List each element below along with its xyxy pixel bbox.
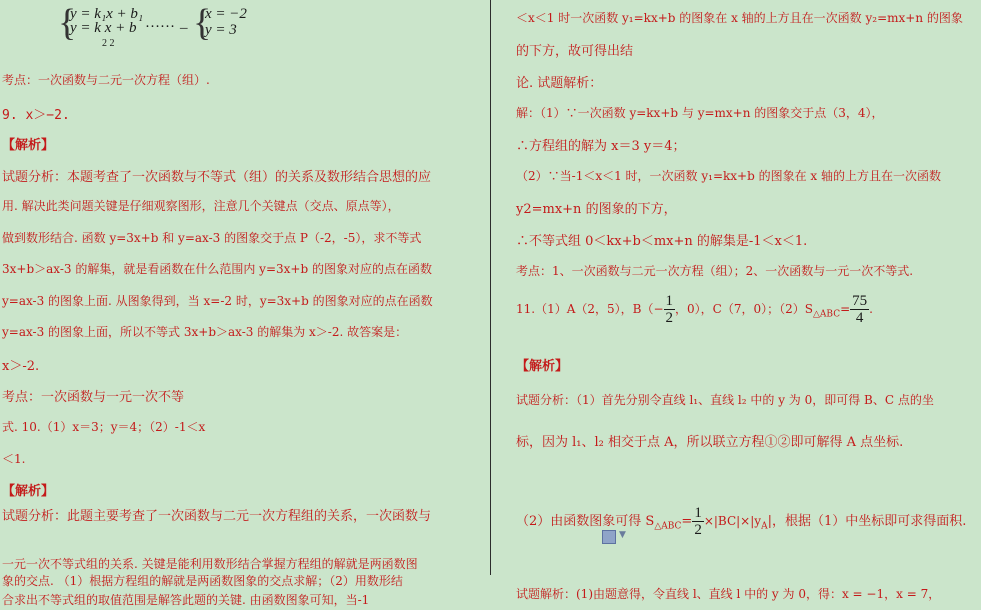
system-brace-right: { xyxy=(193,2,212,44)
system-dots: …… xyxy=(145,15,175,31)
analysis-line: 标，因为 l₁、l₂ 相交于点 A，所以联立方程①②即可解得 A 点坐标. xyxy=(516,435,904,450)
analysis-line: 一元一次不等式组的关系. 关键是能利用数形结合掌握方程组的解就是两函数图 xyxy=(2,557,418,571)
analysis-line: 的下方，故可得出结 xyxy=(516,44,634,59)
solution-line: （2）∵当-1＜x＜1 时，一次函数 y₁=kx+b 的图象在 x 轴的上方且在一次函数 xyxy=(516,169,941,183)
kaodian-line: 考点：1、一次函数与二元一次方程（组）；2、一次函数与一元一次不等式. xyxy=(516,264,914,278)
answer-11-part-b: ，0），C（7，0）；（2）S xyxy=(675,302,813,316)
period: . xyxy=(869,302,873,316)
fraction-one-half xyxy=(692,505,704,538)
analysis-line-area xyxy=(516,505,966,538)
fraction-one-half xyxy=(664,293,676,326)
area-part-b: ×|BC|×|y xyxy=(703,514,762,528)
kaodian-line: 考点：一次函数与二元一次方程（组）. xyxy=(2,73,210,87)
right-column xyxy=(494,0,981,610)
area-part-c: |，根据（1）中坐标即可求得面积. xyxy=(767,514,967,529)
solution-line: 试题解析：(1)由题意得，令直线 l、直线 l 中的 y 为 0，得：x = −1，x = 7， xyxy=(516,587,941,601)
equals-sign: = xyxy=(681,514,693,529)
fraction-numerator: 1 xyxy=(665,293,674,309)
answer-11-part-a: 11.（1）A（2，5），B（ xyxy=(516,302,654,316)
minus-sign: − xyxy=(653,302,664,316)
point-a-subscript: A xyxy=(761,521,768,532)
analysis-line: 3x+b＞ax-3 的解集，就是看函数在什么范围内 y=3x+b 的图象对应的点在函数 xyxy=(2,262,432,276)
system-equation-1: y = k₁x + b₁ xyxy=(70,6,144,22)
system-equation-2: y = k x + b xyxy=(70,20,137,36)
answer-9: 9. x＞−2. xyxy=(2,108,70,123)
fraction-75-4 xyxy=(850,293,869,326)
system-subscripts: 2 2 xyxy=(102,38,115,49)
jiexi-heading: 【解析】 xyxy=(2,484,55,499)
answer-10-cont: ＜1. xyxy=(2,452,26,466)
analysis-line: 用. 解决此类问题关键是仔细观察图形，注意几个关键点（交点、原点等）， xyxy=(2,199,400,213)
analysis-line: 象的交点. （1）根据方程组的解就是两函数图象的交点求解；（2）用数形结 xyxy=(2,574,403,588)
analysis-line: 试题分析：（1）首先分别令直线 l₁、直线 l₂ 中的 y 为 0，即可得 B、C 点的坐 xyxy=(516,393,934,407)
analysis-line: 试题分析：本题考查了一次函数与不等式（组）的关系及数形结合思想的应 xyxy=(2,170,432,185)
solution-line: ∴不等式组 0＜kx+b＜mx+n 的解集是-1＜x＜1. xyxy=(516,234,808,249)
fraction-denominator: 2 xyxy=(665,310,674,326)
solution-line: ∴方程组的解为 x＝3 y＝4； xyxy=(516,139,686,154)
fraction-numerator: 1 xyxy=(694,505,702,521)
solution-line: y2=mx+n 的图象的下方， xyxy=(516,202,677,217)
column-divider xyxy=(490,0,491,575)
left-column xyxy=(0,0,488,610)
answer-10: 式. 10.（1）x＝3；y＝4；（2）-1＜x xyxy=(2,420,206,434)
analysis-line: y=ax-3 的图象上面. 从图象得到，当 x=-2 时，y=3x+b 的图象对应的点在函数 xyxy=(2,294,433,308)
jiexi-heading: 【解析】 xyxy=(2,138,55,153)
analysis-line: 合求出不等式组的取值范围是解答此题的关键. 由函数图象可知，当-1 xyxy=(2,593,370,607)
system-solution-1: x = −2 xyxy=(205,6,247,22)
paste-options-icon[interactable] xyxy=(602,530,616,544)
system-brace-left: { xyxy=(58,2,77,44)
equals-sign: = xyxy=(840,302,851,316)
system-solution-2: y = 3 xyxy=(205,22,237,38)
triangle-subscript: △ABC xyxy=(654,521,682,532)
fraction-denominator: 4 xyxy=(850,309,869,326)
fraction-denominator: 2 xyxy=(694,522,702,538)
analysis-line: y=ax-3 的图象上面，所以不等式 3x+b＞ax-3 的解集为 x＞-2. 故答案是： xyxy=(2,325,408,339)
analysis-line: 论. 试题解析： xyxy=(516,76,603,91)
analysis-line: x＞-2. xyxy=(2,359,40,374)
solution-line: 解：（1）∵一次函数 y=kx+b 与 y=mx+n 的图象交于点（3，4）， xyxy=(516,106,884,120)
jiexi-heading: 【解析】 xyxy=(516,359,569,374)
kaodian-line: 考点：一次函数与一元一次不等 xyxy=(2,390,185,405)
fraction-numerator: 75 xyxy=(852,293,868,309)
triangle-subscript: △ABC xyxy=(813,309,841,320)
answer-11 xyxy=(516,293,873,326)
area-part-a: （2）由函数图象可得 S xyxy=(516,514,655,529)
chevron-down-icon[interactable]: ▼ xyxy=(619,530,626,540)
analysis-line: 做到数形结合. 函数 y=3x+b 和 y=ax-3 的图象交于点 P（-2，-5），求不等式 xyxy=(2,231,422,245)
analysis-line: 试题分析：此题主要考查了一次函数与二元一次方程组的关系，一次函数与 xyxy=(2,509,432,524)
system-dash: _ xyxy=(180,15,188,31)
analysis-line: ＜x＜1 时一次函数 y₁=kx+b 的图象在 x 轴的上方且在一次函数 y₂=mx+n 的图象 xyxy=(516,11,963,25)
